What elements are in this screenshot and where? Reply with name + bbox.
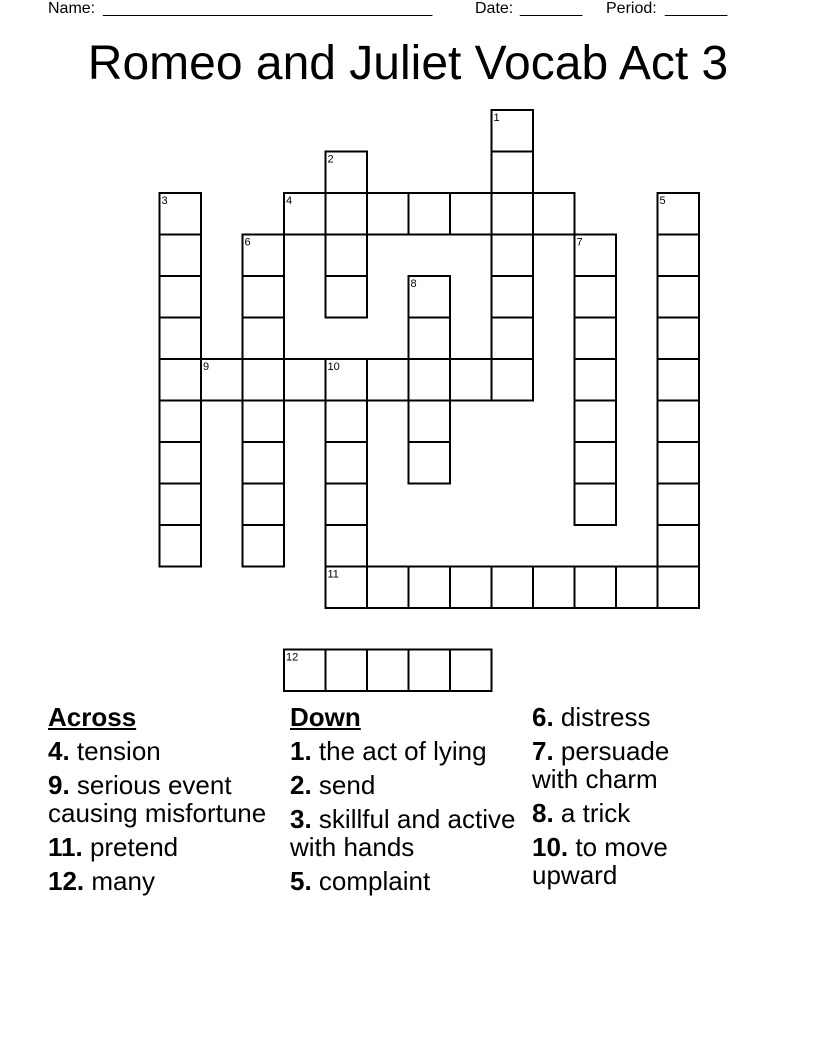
clue-number: 7.	[532, 736, 554, 766]
grid-cell[interactable]	[326, 484, 368, 526]
grid-cell[interactable]	[201, 359, 243, 401]
grid-cell[interactable]	[243, 442, 285, 484]
grid-cell[interactable]	[326, 650, 368, 692]
clue-across	[48, 833, 268, 861]
grid-cell[interactable]	[160, 276, 202, 318]
across-column	[48, 703, 268, 901]
grid-cell[interactable]	[450, 359, 492, 401]
grid-cell[interactable]	[326, 525, 368, 567]
grid-cell[interactable]	[243, 235, 285, 277]
clue-number: 1.	[290, 736, 312, 766]
grid-cell[interactable]	[243, 359, 285, 401]
grid-cell[interactable]	[409, 276, 451, 318]
clue-text: send	[311, 770, 376, 800]
clue-down	[532, 799, 712, 827]
grid-cell[interactable]	[658, 567, 700, 609]
grid-cell[interactable]	[575, 276, 617, 318]
date-field[interactable]: _______	[520, 0, 583, 17]
grid-cell[interactable]	[160, 442, 202, 484]
grid-cell[interactable]	[326, 152, 368, 194]
grid-cell[interactable]	[575, 318, 617, 360]
cell-number: 2	[327, 153, 334, 166]
grid-cell[interactable]	[492, 235, 534, 277]
grid-cell[interactable]	[160, 235, 202, 277]
clue-text: tension	[69, 736, 161, 766]
clue-number: 4.	[48, 736, 70, 766]
grid-cell[interactable]	[450, 650, 492, 692]
grid-cell[interactable]	[367, 650, 409, 692]
cell-number: 11	[327, 568, 339, 581]
grid-cell[interactable]	[533, 567, 575, 609]
grid-cell[interactable]	[450, 567, 492, 609]
grid-cell[interactable]	[658, 484, 700, 526]
grid-cell[interactable]	[575, 401, 617, 443]
grid-cell[interactable]	[658, 318, 700, 360]
grid-cell[interactable]	[409, 359, 451, 401]
clue-across	[48, 737, 268, 765]
clue-down	[290, 737, 520, 765]
period-field[interactable]: _______	[665, 0, 728, 17]
clue-down	[532, 833, 712, 889]
cell-number: 12	[286, 651, 299, 664]
grid-cell[interactable]	[492, 276, 534, 318]
grid-cell[interactable]	[450, 193, 492, 235]
grid-cell[interactable]	[409, 193, 451, 235]
grid-cell[interactable]	[243, 484, 285, 526]
grid-cell[interactable]	[160, 401, 202, 443]
cell-number: 4	[286, 195, 293, 207]
grid-cell[interactable]	[326, 276, 368, 318]
clue-number: 3.	[290, 804, 312, 834]
grid-cell[interactable]	[575, 442, 617, 484]
grid-cell[interactable]	[658, 442, 700, 484]
grid-cell[interactable]	[284, 650, 326, 692]
grid-cell[interactable]	[243, 318, 285, 360]
grid-cell[interactable]	[326, 401, 368, 443]
grid-cell[interactable]	[492, 359, 534, 401]
page-title: Romeo and Juliet Vocab Act 3	[87, 37, 729, 90]
name-field[interactable]: _____________________________________	[103, 0, 433, 17]
clue-text: serious event causing misfortune	[48, 770, 267, 828]
clue-text: the act of lying	[311, 736, 487, 766]
grid-cell[interactable]	[658, 193, 700, 235]
grid-cell[interactable]	[160, 359, 202, 401]
grid-cell[interactable]	[616, 567, 658, 609]
grid-cell[interactable]	[575, 567, 617, 609]
clue-number: 9.	[48, 770, 70, 800]
cell-number: 6	[244, 236, 251, 249]
grid-cell[interactable]	[658, 401, 700, 443]
clue-number: 6.	[532, 702, 554, 732]
clue-down	[532, 703, 712, 731]
grid-cell[interactable]	[492, 567, 534, 609]
grid-cell[interactable]	[575, 235, 617, 277]
grid-cell[interactable]	[492, 193, 534, 235]
clue-down	[532, 737, 712, 793]
date-label: Date:	[475, 0, 514, 17]
clue-number: 10.	[532, 832, 569, 862]
grid-cell[interactable]	[409, 650, 451, 692]
clue-text: to move upward	[532, 832, 668, 890]
clue-text: skillful and active with hands	[290, 804, 516, 862]
clue-number: 2.	[290, 770, 312, 800]
clue-down	[290, 771, 520, 799]
grid-cell[interactable]	[658, 359, 700, 401]
clue-text: complaint	[311, 866, 431, 896]
clue-text: persuade with charm	[532, 736, 670, 794]
grid-cell[interactable]	[160, 193, 202, 235]
clue-text: many	[84, 866, 155, 896]
grid-cell[interactable]	[243, 276, 285, 318]
grid-cell[interactable]	[326, 567, 368, 609]
grid-cell[interactable]	[160, 525, 202, 567]
clue-number: 11.	[48, 832, 83, 862]
clue-text: pretend	[82, 832, 179, 862]
down-column	[290, 703, 520, 901]
grid-cell[interactable]	[367, 193, 409, 235]
grid-cell[interactable]	[492, 110, 534, 152]
grid-cell[interactable]	[409, 442, 451, 484]
grid-cell[interactable]	[160, 484, 202, 526]
clue-number: 8.	[532, 798, 554, 828]
down-column-continued	[532, 703, 712, 895]
cell-number: 8	[410, 278, 417, 290]
grid-cell[interactable]	[326, 193, 368, 235]
grid-cell[interactable]	[243, 401, 285, 443]
down-heading: Down	[290, 702, 361, 732]
grid-cell[interactable]	[160, 318, 202, 360]
grid-cell[interactable]	[409, 567, 451, 609]
grid-cell[interactable]	[575, 484, 617, 526]
clue-across	[48, 771, 268, 827]
grid-cell[interactable]	[658, 235, 700, 277]
grid-cell[interactable]	[409, 318, 451, 360]
clue-number: 12.	[48, 866, 85, 896]
grid-cell[interactable]	[326, 442, 368, 484]
grid-cell[interactable]	[284, 193, 326, 235]
grid-cell[interactable]	[367, 567, 409, 609]
clue-across	[48, 867, 268, 895]
grid-cell[interactable]	[243, 525, 285, 567]
grid-cell[interactable]	[492, 152, 534, 194]
cell-number: 10	[327, 361, 340, 373]
cell-number: 1	[493, 112, 500, 124]
grid-cell[interactable]	[409, 401, 451, 443]
grid-cell[interactable]	[575, 359, 617, 401]
cell-number: 9	[203, 361, 210, 373]
grid-cell[interactable]	[326, 359, 368, 401]
cell-number: 5	[659, 195, 666, 207]
cell-number: 7	[576, 236, 583, 249]
across-heading: Across	[48, 702, 137, 732]
grid-cell[interactable]	[284, 359, 326, 401]
grid-cell[interactable]	[658, 525, 700, 567]
period-label: Period:	[606, 0, 657, 17]
clue-down	[290, 867, 520, 895]
clue-text: distress	[553, 702, 651, 732]
clue-down	[290, 805, 520, 861]
name-label: Name:	[48, 0, 96, 17]
grid-cell[interactable]	[492, 318, 534, 360]
grid-cell[interactable]	[367, 359, 409, 401]
grid-cell[interactable]	[326, 235, 368, 277]
clue-number: 5.	[290, 866, 312, 896]
grid-cell[interactable]	[658, 276, 700, 318]
clue-text: a trick	[553, 798, 631, 828]
grid-cell[interactable]	[533, 193, 575, 235]
cell-number: 3	[161, 195, 168, 207]
